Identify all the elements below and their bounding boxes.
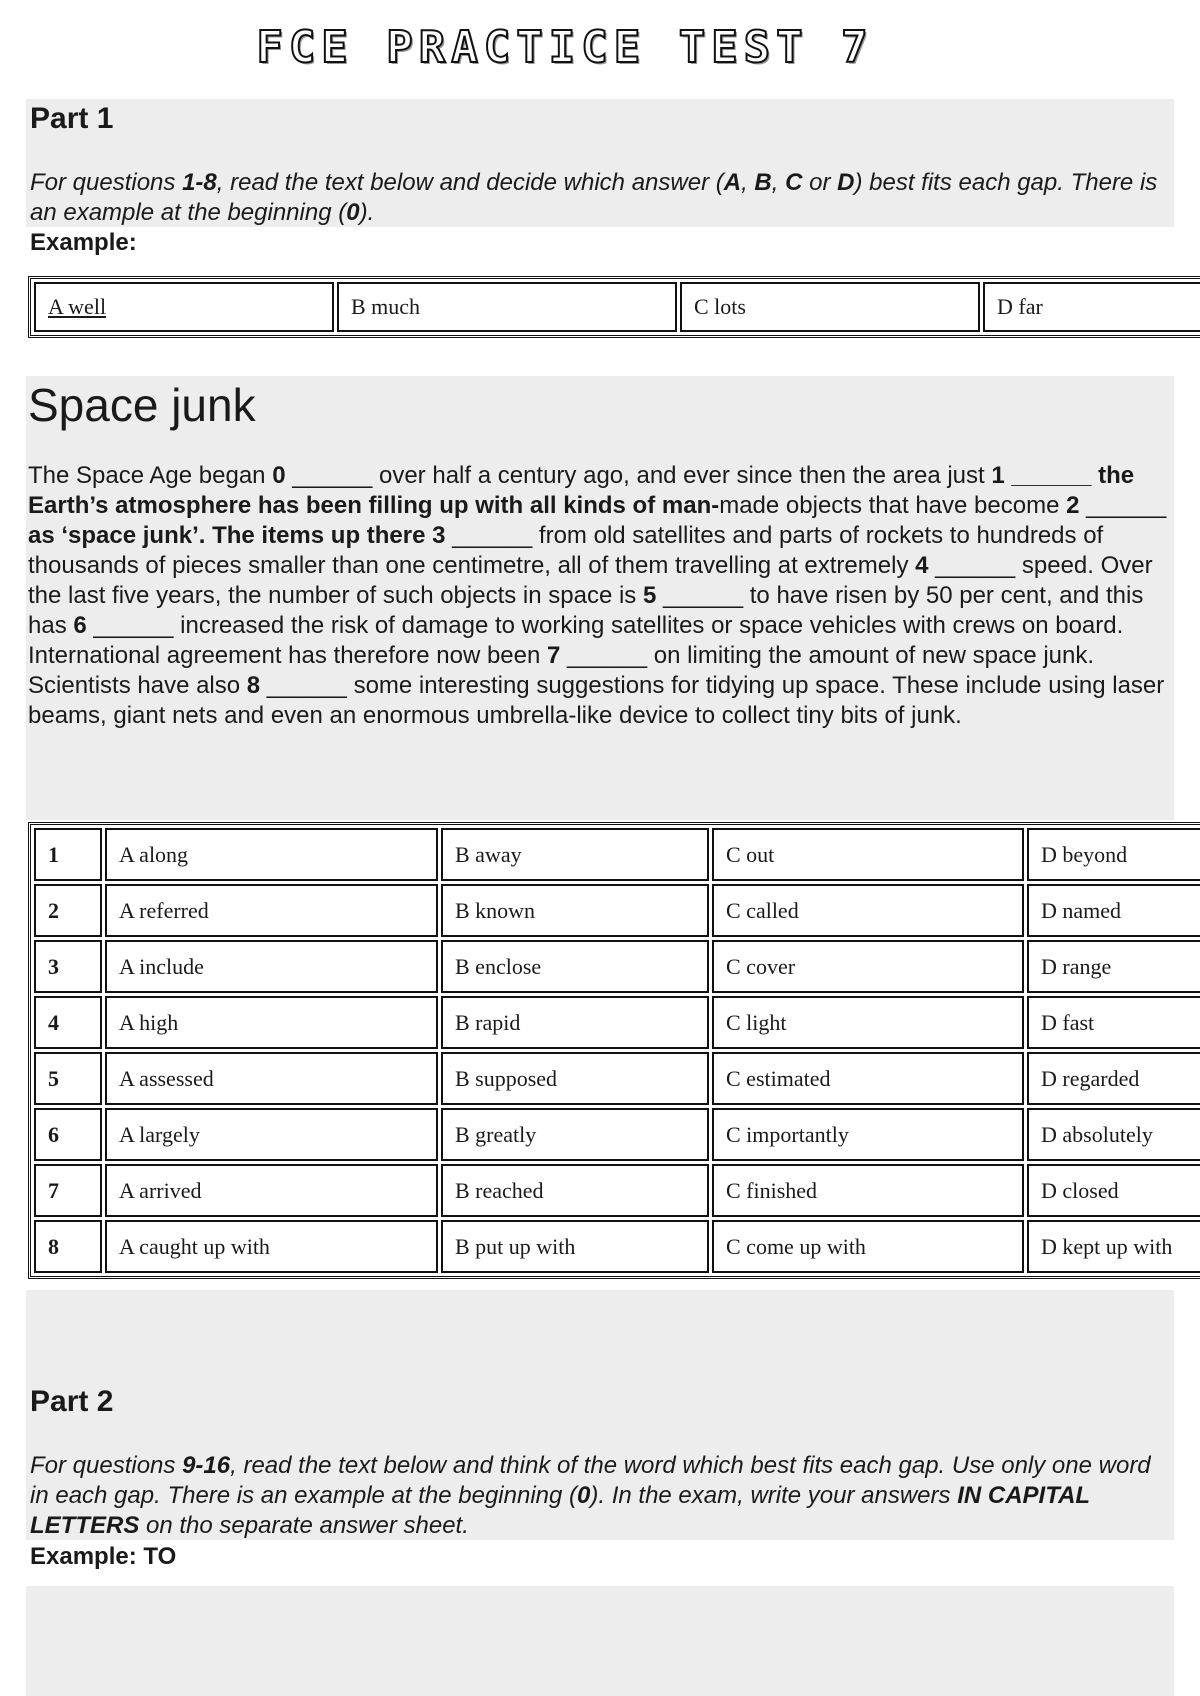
question-number: 4 bbox=[34, 996, 102, 1049]
option-a: A along bbox=[105, 828, 438, 881]
option-a: A assessed bbox=[105, 1052, 438, 1105]
part2-text-background bbox=[26, 1586, 1174, 1696]
example-option-a: A well bbox=[34, 282, 334, 332]
option-d: D range bbox=[1027, 940, 1200, 993]
option-d: D fast bbox=[1027, 996, 1200, 1049]
story-title: Space junk bbox=[28, 379, 256, 431]
option-a: A caught up with bbox=[105, 1220, 438, 1273]
part2-instruction: For questions 9-16, read the text below and think of the word which best fits each gap. Use only one word in each gap. There is an example at the beginning (0). In the exam, write your answers IN CAPITAL LETTERS on tho separate answer sheet. bbox=[30, 1452, 1151, 1539]
option-a: A high bbox=[105, 996, 438, 1049]
table-row bbox=[34, 884, 1200, 937]
option-d: D named bbox=[1027, 884, 1200, 937]
option-a: A referred bbox=[105, 884, 438, 937]
option-d: D absolutely bbox=[1027, 1108, 1200, 1161]
part1-instruction: For questions 1-8, read the text below and decide which answer (A, B, C or D) best fits each gap. There is an example at the beginning (0). bbox=[30, 169, 1158, 226]
part2-example-label: Example: TO bbox=[30, 1543, 177, 1570]
question-number: 3 bbox=[34, 940, 102, 993]
option-d: D regarded bbox=[1027, 1052, 1200, 1105]
story-text bbox=[28, 461, 1178, 731]
option-c: C estimated bbox=[712, 1052, 1024, 1105]
option-c: C out bbox=[712, 828, 1024, 881]
question-number: 5 bbox=[34, 1052, 102, 1105]
option-c: C called bbox=[712, 884, 1024, 937]
question-number: 8 bbox=[34, 1220, 102, 1273]
option-c: C light bbox=[712, 996, 1024, 1049]
story-paragraph-2: International agreement has therefore now been 7 ______ on limiting the amount of new space junk. Scientists have also 8 ______ some interesting suggestions for tidying up space. These include using laser beams, giant nets and even an enormous umbrella-like device to collect tiny bits of junk. bbox=[28, 642, 1165, 729]
option-a: A include bbox=[105, 940, 438, 993]
page-title: FCE PRACTICE TEST 7 bbox=[256, 22, 874, 73]
story-paragraph-1: The Space Age began 0 ______ over half a century ago, and ever since then the area just 1 ______ the Earth’s atmosphere has been filling up with all kinds of man-made objects that have become 2 ______ as ‘space junk’. The items up there 3 ______ from old satellites and parts of rockets to hundreds of thousands of pieces smaller than one centimetre, all of them travelling at extremely 4 ______ speed. Over the last five years, the number of such objects in space is 5 ______ to have risen by 50 per cent, and this has 6 ______ increased the risk of damage to working satellites or space vehicles with crews on board. bbox=[28, 462, 1167, 639]
example-option-c: C lots bbox=[680, 282, 980, 332]
option-b: B known bbox=[441, 884, 709, 937]
option-a: A largely bbox=[105, 1108, 438, 1161]
option-a: A arrived bbox=[105, 1164, 438, 1217]
table-row bbox=[34, 282, 1200, 332]
part2-heading: Part 2 bbox=[30, 1385, 114, 1418]
option-c: C importantly bbox=[712, 1108, 1024, 1161]
question-number: 2 bbox=[34, 884, 102, 937]
question-number: 1 bbox=[34, 828, 102, 881]
option-b: B reached bbox=[441, 1164, 709, 1217]
table-row bbox=[34, 1108, 1200, 1161]
table-row bbox=[34, 1220, 1200, 1273]
question-number: 7 bbox=[34, 1164, 102, 1217]
option-b: B enclose bbox=[441, 940, 709, 993]
table-row bbox=[34, 940, 1200, 993]
option-b: B supposed bbox=[441, 1052, 709, 1105]
question-number: 6 bbox=[34, 1108, 102, 1161]
example-option-b: B much bbox=[337, 282, 677, 332]
table-row bbox=[34, 1052, 1200, 1105]
option-b: B away bbox=[441, 828, 709, 881]
table-row bbox=[34, 1164, 1200, 1217]
option-b: B greatly bbox=[441, 1108, 709, 1161]
option-d: D beyond bbox=[1027, 828, 1200, 881]
option-c: C finished bbox=[712, 1164, 1024, 1217]
option-c: C come up with bbox=[712, 1220, 1024, 1273]
table-row bbox=[34, 828, 1200, 881]
part1-heading: Part 1 bbox=[30, 102, 114, 135]
example-answer-table bbox=[28, 276, 1200, 338]
option-d: D kept up with bbox=[1027, 1220, 1200, 1273]
option-b: B rapid bbox=[441, 996, 709, 1049]
option-c: C cover bbox=[712, 940, 1024, 993]
answer-options-table bbox=[28, 822, 1200, 1279]
option-d: D closed bbox=[1027, 1164, 1200, 1217]
part1-example-label: Example: bbox=[30, 229, 137, 256]
table-row bbox=[34, 996, 1200, 1049]
option-b: B put up with bbox=[441, 1220, 709, 1273]
example-option-d: D far bbox=[983, 282, 1200, 332]
